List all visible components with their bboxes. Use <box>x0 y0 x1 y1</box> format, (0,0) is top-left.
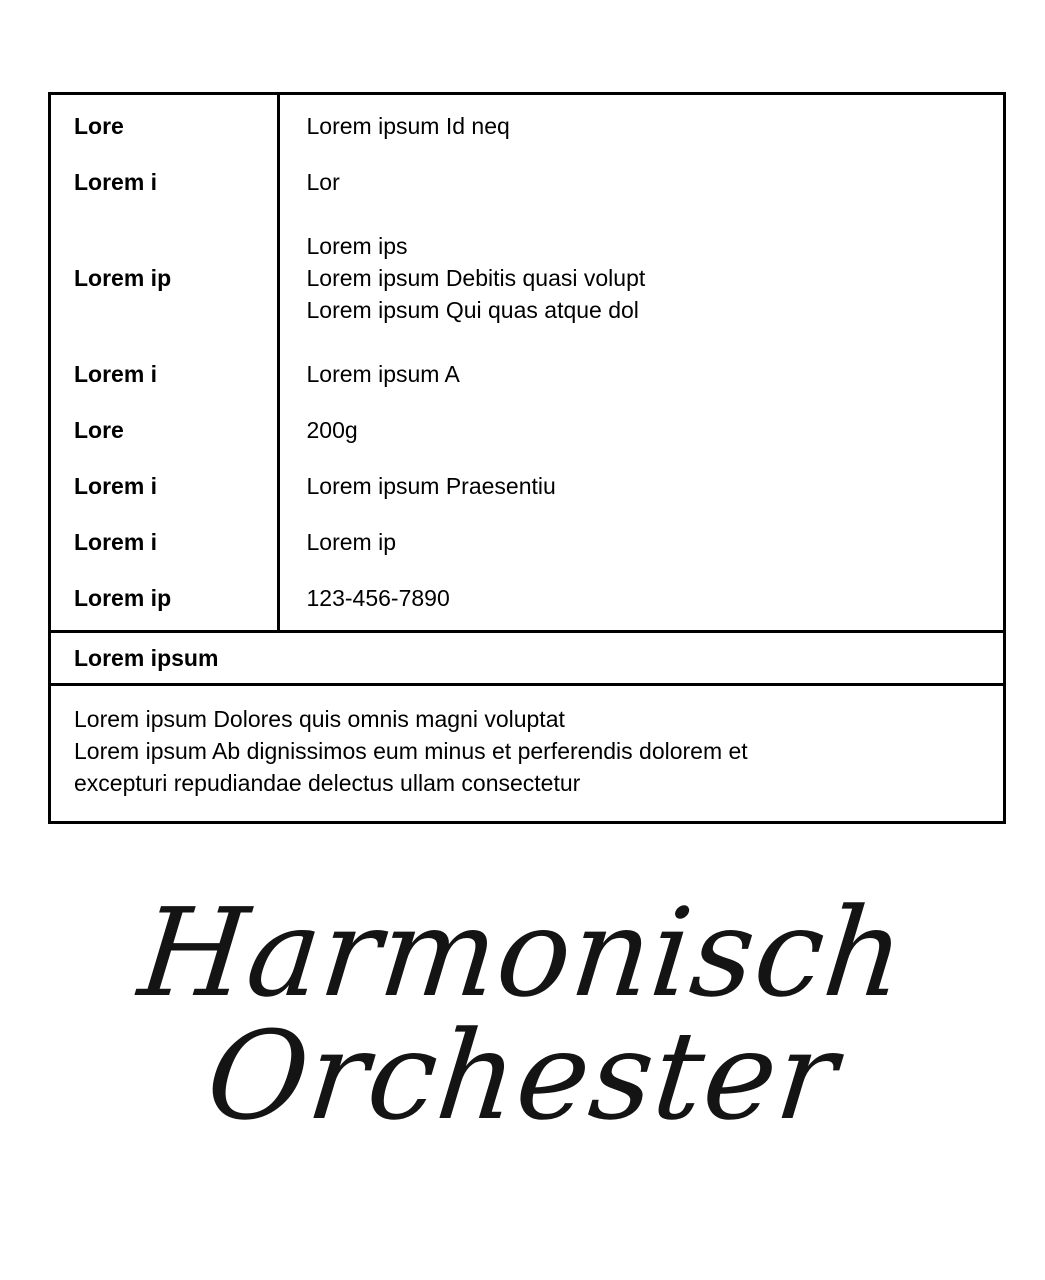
table-row <box>51 210 1003 346</box>
notes-paragraph <box>51 683 1003 821</box>
table-row <box>51 458 1003 514</box>
row-value: 123-456-7890 <box>306 585 450 611</box>
row-label: Lorem ip <box>51 570 278 630</box>
info-table <box>48 92 1006 824</box>
row-value <box>278 210 1003 346</box>
row-label: Lorem i <box>51 154 278 210</box>
logo-line-1: Harmonisch <box>133 882 912 1024</box>
row-label: Lore <box>51 95 278 154</box>
row-value-line: Lorem ips <box>306 233 408 259</box>
row-value: Lorem ip <box>306 529 396 555</box>
row-label: Lorem i <box>51 346 278 402</box>
logo-line-2: Orchester <box>200 1005 845 1147</box>
row-value-line: Lorem ipsum Debitis quasi volupt <box>306 265 646 291</box>
row-label: Lorem i <box>51 458 278 514</box>
row-label: Lorem i <box>51 514 278 570</box>
row-value: Lorem ipsum Id neq <box>306 113 510 139</box>
table-row <box>51 95 1003 154</box>
logo-script <box>0 878 1045 1146</box>
row-label: Lore <box>51 402 278 458</box>
row-value: Lorem ipsum Praesentiu <box>306 473 556 499</box>
info-table-rows <box>51 95 1003 630</box>
note-line: Lorem ipsum Ab dignissimos eum minus et perferendis dolorem et <box>74 738 748 764</box>
row-value: 200g <box>306 417 358 443</box>
row-value: Lorem ipsum A <box>306 361 460 387</box>
row-label: Lorem ip <box>51 210 278 346</box>
table-row <box>51 514 1003 570</box>
section-header: Lorem ipsum <box>51 630 1003 683</box>
note-line: excepturi repudiandae delectus ullam consectetur <box>74 770 581 796</box>
table-row <box>51 154 1003 210</box>
table-row <box>51 570 1003 630</box>
table-row <box>51 402 1003 458</box>
table-row <box>51 346 1003 402</box>
note-line: Lorem ipsum Dolores quis omnis magni voluptat <box>74 706 565 732</box>
row-value-line: Lorem ipsum Qui quas atque dol <box>306 297 639 323</box>
row-value: Lor <box>306 169 340 195</box>
